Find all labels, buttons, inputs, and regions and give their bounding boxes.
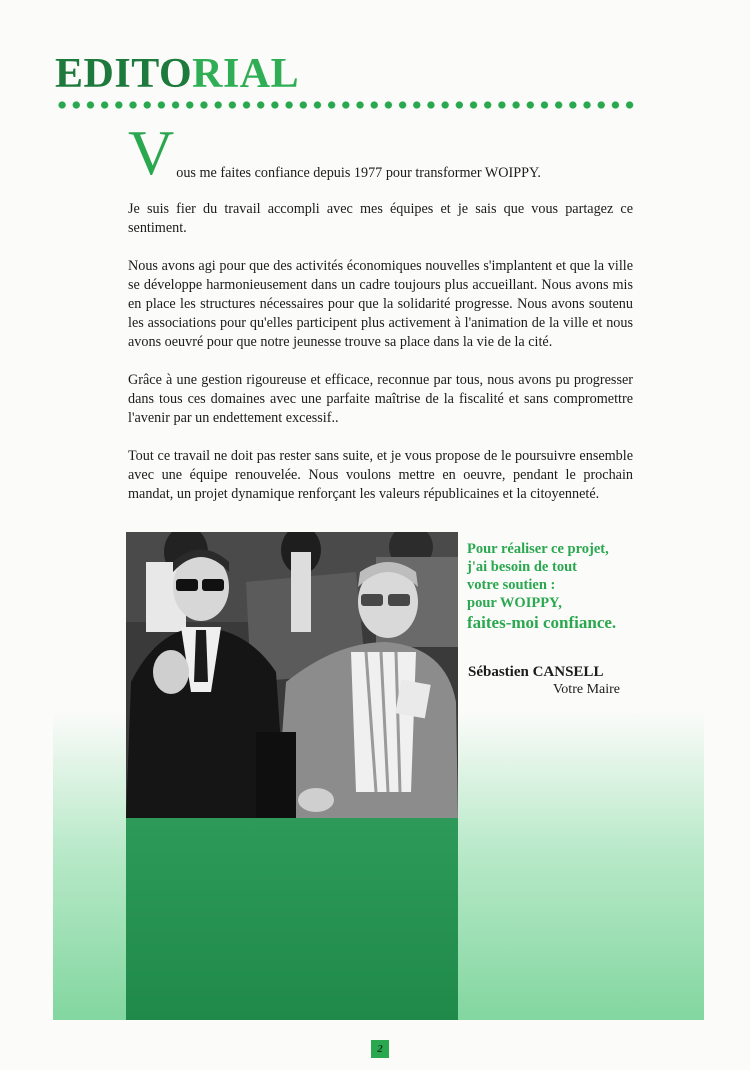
paragraph-3: Grâce à une gestion rigoureuse et efficace, reconnue par tous, nous avons pu progresser dans tous ces domaines avec une parfaite maîtrise de la fiscalité et sans compromettre l'avenir par un endettement excessif.. [128, 372, 633, 426]
quote-line-2: j'ai besoin de tout [467, 559, 577, 575]
editorial-body [128, 200, 633, 523]
green-panel [126, 818, 458, 1020]
dotted-divider [55, 100, 635, 110]
pull-quote [467, 540, 707, 634]
signature-name: Sébastien CANSELL [468, 664, 604, 680]
paragraph-1: Je suis fier du travail accompli avec mes équipes et je sais que vous partagez ce sentiment. [128, 201, 633, 236]
quote-line-5: faites-moi confiance. [467, 613, 617, 632]
page-number: 2 [371, 1040, 389, 1058]
paragraph-4: Tout ce travail ne doit pas rester sans suite, et je vous propose de le poursuivre ensemble avec une équipe renouvelée. Nous voulons mettre en oeuvre, pendant le prochain mandat, un projet dynamique renforçant les valeurs républicaines et la citoyenneté. [128, 448, 633, 502]
heading-part-dark: EDITO [55, 51, 193, 97]
photo-mayor [126, 532, 458, 818]
quote-line-1: Pour réaliser ce projet, [467, 541, 609, 557]
intro-text: ous me faites confiance depuis 1977 pour transformer WOIPPY. [176, 165, 541, 181]
signature-role: Votre Maire [553, 682, 620, 697]
paragraph-2: Nous avons agi pour que des activités économiques nouvelles s'implantent et que la ville se développe harmonieusement dans un cadre toujours plus accueillant. Nous avons mis en place les structures nécessaires pour que la solidarité progresse. Nous avons soutenu les associations pour qu'elles participent plus activement à l'animation de la ville et nous avons oeuvré pour que notre jeunesse trouve sa place dans la vie de la cité. [128, 258, 633, 350]
photo-illustration [126, 532, 458, 818]
quote-line-4: pour WOIPPY, [467, 595, 562, 611]
quote-line-3: votre soutien : [467, 577, 556, 593]
heading-part-light: RIAL [192, 51, 300, 97]
editorial-heading [55, 50, 299, 98]
intro-line [128, 117, 628, 188]
drop-cap: V [128, 117, 175, 188]
